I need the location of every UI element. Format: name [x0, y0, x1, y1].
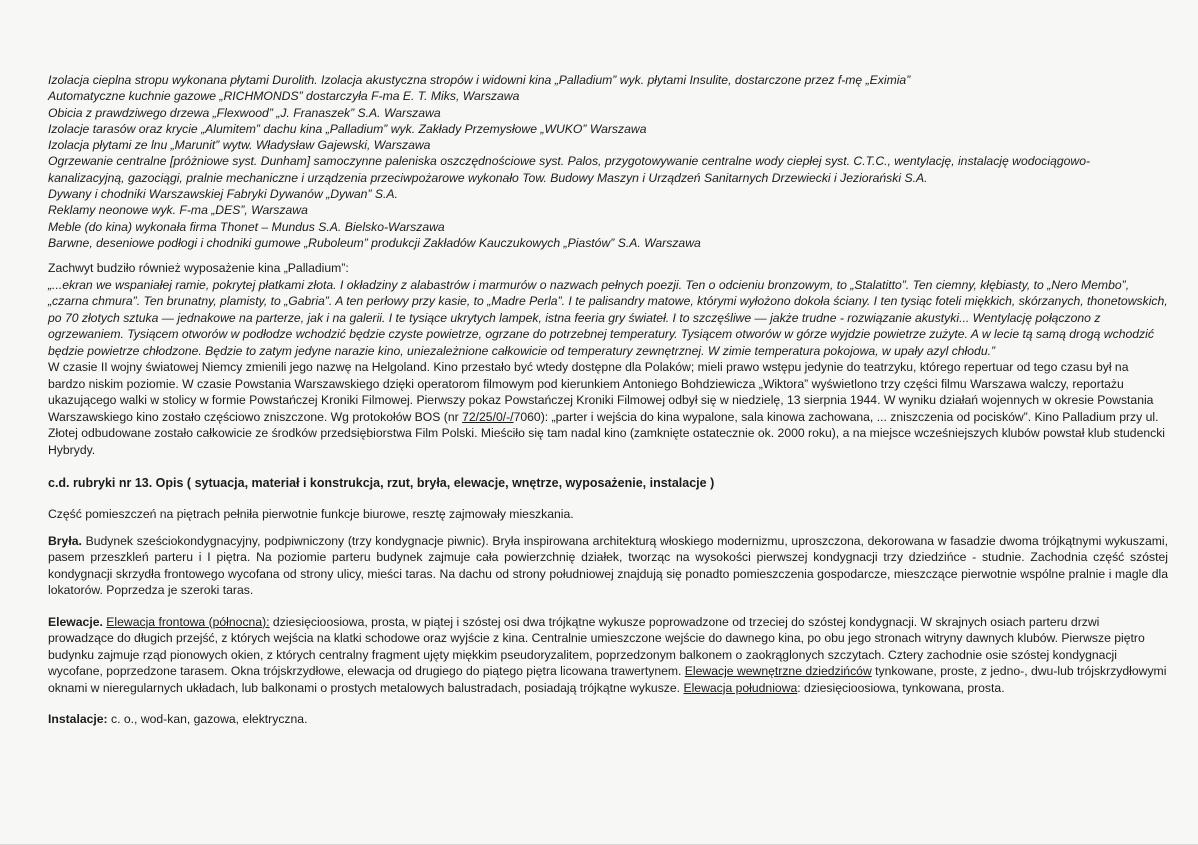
list-item: Meble (do kina) wykonała firma Thonet – Mundus S.A. Bielsko-Warszawa — [48, 219, 445, 234]
history-text-start: W czasie II wojny światowej Niemcy zmienili jego nazwę na Helgoland. Kino przestało być wtedy dostępne dla Polaków; mieli prawo wstępu jedynie do teatrzyku, którego repertuar od tego czasu był na bardzo niskim poziomie. W czasie Powstania Warszawskiego dzięki operatorom filmowym pod kierunkiem Antoniego Bohdziewicza „Wiktora” wyświetlono trzy części filmu Warszawa walczy, reportażu ukazującego walki w stolicy w formie Powstańczej Kroniki Filmowej. Pierwszy pokaz Powstańczej Kroniki Filmowej odbył się w niedzielę, 13 sierpnia 1944. W wyniku działań wojennych w okresie Powstania Warszawskiego kino zostało częściowo zniszczone. Wg protokołów BOS (nr — [48, 360, 1154, 424]
section-heading: c.d. rubryki nr 13. Opis ( sytuacja, materiał i konstrukcja, rzut, bryła, elewacje, wnętrze, wyposażenie, instalacje ) — [48, 476, 715, 491]
list-item: Ogrzewanie centralne [próżniowe syst. Dunham] samoczynne paleniska oszczędnościowe syst. Palos, przygotowywanie centralne wody ciepłej syst. C.T.C., wentylację, instalację wodociągowo-kanalizacyjną, gazociągi, pralnie mechaniczne i urządzenia przeciwpożarowe wykonało Tow. Budowy Maszyn i Urządzeń Sanitarnych Drzewiecki i Jeziorański S.A. — [48, 154, 1091, 185]
list-item: Reklamy neonowe wyk. F-ma „DES”, Warszawa — [48, 203, 308, 218]
inner-elevation-label: Elewacje wewnętrzne dziedzińców — [684, 664, 872, 679]
front-elevation-label: Elewacja frontowa (północna): — [106, 614, 270, 629]
protocol-reference: 72/25/0/-/ — [462, 409, 514, 424]
front-elevation-text: dziesięcioosiowa, prosta, w piątej i szóstej osi dwa trójkątne wykusze poprowadzone od trzeciej do szóstej kondygnacji. W skrajnych osiach parteru drzwi prowadzące do długich przejść, z których wejścia na klatki schodowe oraz wyjście z kina. Centralnie umieszczone wejście do dawnego kina, po obu jego stronach witryny dawnych klubów. Pierwsze piętro budynku zajmuje rząd pionowych okien, z których centralny fragment ujęty miękkim pseudoryzalitem, poprzedzonym balkonem o zaokrąglonych szczytach. Cztery zachodnie osie szóstej kondygnacji wycofane, poprzedzone tarasem. Okna trójskrzydłowe, elewacja od drugiego do piątego piętra licowana trawertynem. — [48, 614, 1145, 679]
list-item: Barwne, deseniowe podłogi i chodniki gumowe „Ruboleum” produkcji Zakładów Kauczukowych „Piastów” S.A. Warszawa — [48, 235, 701, 250]
list-item: Dywany i chodniki Warszawskiej Fabryki Dywanów „Dywan” S.A. — [48, 187, 398, 202]
quote-intro: Zachwyt budziło również wyposażenie kina „Palladium”: — [48, 261, 349, 276]
history-text-end: 7060): „parter i wejścia do kina wypalone, sala kinowa zachowana, ... zniszczenia od pocisków”. Kino Palladium przy ul. Złotej odbudowane zostało całkowicie ze środków przedsiębiorstwa Film Polski. Mieściło się tam nadal kino (zamknięte ostatecznie ok. 2000 roku), a na miejsce wcześniejszych klubów powstał klub studencki Hybrydy. — [48, 409, 1166, 457]
list-item: Automatyczne kuchnie gazowe „RICHMONDS” dostarczyła F-ma E. T. Miks, Warszawa — [48, 89, 520, 104]
instalacje-label: Instalacje: — [48, 712, 108, 727]
list-item: Izolacja płytami ze lnu „Marunit” wytw. Władysław Gajewski, Warszawa — [48, 138, 431, 153]
quote-text: „...ekran we wspaniałej ramie, pokrytej płatkami złota. I okładziny z alabastrów i marmurów o nazwach pełnych poezji. Ten o odcieniu bronzowym, to „Stalatitto”. Ten ciemny, kłębiasty, to „Nero Membo”, „czarna chmura”. Ten brunatny, plamisty, to „Gabria”. A ten perłowy przy kasie, to „Madre Perla”. I te palisandry matowe, którymi wyłożono dokoła ściany. I ten tysiąc foteli miękkich, skórzanych, thonetowskich, po 70 złotych sztuka — jednakowe na parterze, jak i na galerii. I te tysiące ukrytych lampek, istna feeria gry świateł. I to szczęśliwe — jakże trudne - rozwiązanie akustyki... Wentylację połączono z ogrzewaniem. Tysiącem otworów w podłodze wchodzić będzie czyste powietrze, ogrzane do potrzebnej temperatury. Tysiącem otworów w górze wyjdzie powietrze zużyte. A w lecie tą samą drogą wchodzić będzie powietrze chłodzone. Będzie to zatym jedyne narazie kino, uniezależnione całkowicie od temperatury zewnętrznej. W zimie temperatura pokojowa, w upały azyl chłodu.” — [48, 277, 1168, 358]
list-item: Izolacje tarasów oraz krycie „Alumitem” dachu kina „Palladium” wyk. Zakłady Przemysłowe „WUKO” Warszawa — [48, 121, 647, 136]
instalacje-text: c. o., wod-kan, gazowa, elektryczna. — [107, 712, 308, 727]
list-item: Izolacja cieplna stropu wykonana płytami Durolith. Izolacja akustyczna stropów i widowni kina „Palladium” wyk. płytami Insulite, dostarczone przez f-mę „Eximia” — [48, 73, 911, 87]
intro-paragraph: Część pomieszczeń na piętrach pełniła pierwotnie funkcje biurowe, resztę zajmowały mieszkania. — [48, 507, 574, 522]
materials-list — [48, 72, 1168, 251]
quote-section — [48, 260, 1168, 359]
list-item: Obicia z prawdziwego drzewa „Flexwood” „J. Franaszek” S.A. Warszawa — [48, 105, 441, 120]
history-paragraph — [48, 359, 1168, 458]
bryla-text: Budynek sześciokondygnacyjny, podpiwniczony (trzy kondygnacje piwnic). Bryła inspirowana architekturą włoskiego modernizmu, uproszczona, dekorowana w fasadzie dwoma trójkątnymi wykuszami, pasem przeszkleń parteru i I piętra. Na poziomie parteru budynek zajmuje cała powierzchnię działek, tworząc na wysokości pierwszej kondygnacji trzy dziedzińce - studnie. Zachodnia część szóstej kondygnacji skrzydła frontowego wycofana od strony ulicy, mieści taras. Na dachu od strony południowej znajdują się ponadto pomieszczenia gospodarcze, mieszczące pierwotnie wspólne pralnie i magle dla lokatorów. Poprzedza je szeroki taras. — [48, 533, 1168, 598]
south-elevation-label: Elewacja południowa — [683, 680, 798, 695]
elewacje-paragraph — [48, 614, 1168, 697]
bryla-label: Bryła. — [48, 533, 82, 548]
south-elevation-text: : dziesięcioosiowa, tynkowana, prosta. — [797, 680, 1005, 695]
elewacje-label: Elewacje. — [48, 614, 103, 629]
inner-elevation-text: tynkowane, proste, z jedno-, dwu-lub trójskrzydłowymi oknami w nieregularnych układach, lub balkonami o prostych metalowych balustradach, posiadają trójkątne wykusze. — [48, 664, 1167, 695]
instalacje-paragraph — [48, 711, 1168, 728]
bryla-paragraph — [48, 533, 1168, 599]
document-content — [48, 72, 1168, 728]
